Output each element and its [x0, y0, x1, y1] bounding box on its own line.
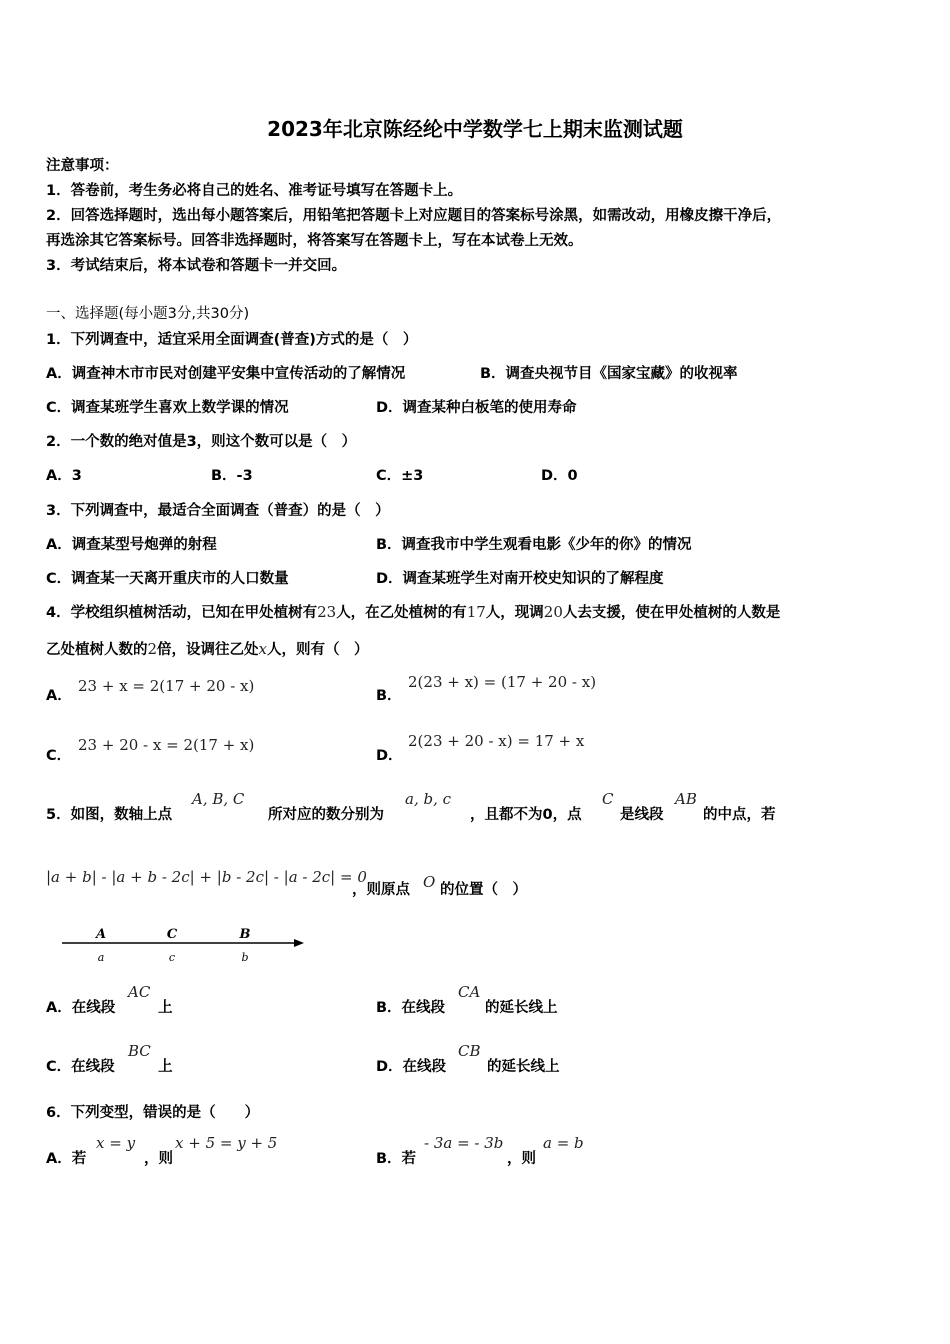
- q4-option-b-expr: 2(23 + x) = (17 + 20 - x): [408, 673, 597, 691]
- q5-stem-p5: 的中点，若: [703, 807, 776, 823]
- q5-segment-ab: AB: [675, 790, 697, 808]
- q1-option-d: D．调查某种白板笔的使用寿命: [376, 400, 577, 416]
- q3-stem: 3．下列调查中，最适合全面调查（普查）的是（ ）: [46, 503, 390, 519]
- q4-option-c-expr: 23 + 20 - x = 2(17 + x): [78, 736, 255, 754]
- q6-option-a-condition: x = y: [96, 1134, 136, 1152]
- q4-option-d-expr: 2(23 + 20 - x) = 17 + x: [408, 732, 585, 750]
- q1-stem: 1．下列调查中，适宜采用全面调查(普查)方式的是（ ）: [46, 332, 418, 348]
- q2-option-c: C．±3: [376, 468, 424, 484]
- fig-label-b-upper: B: [239, 927, 251, 942]
- q6-option-b-mid: ，则: [507, 1151, 536, 1167]
- q6-option-a-result: x + 5 = y + 5: [175, 1134, 278, 1152]
- number-line-figure: [58, 922, 310, 968]
- q5-stem-p3: ，且都不为0，点: [470, 807, 582, 823]
- q5-stem-p1: 5．如图，数轴上点: [46, 807, 173, 823]
- q4-option-d-label: D．: [376, 748, 403, 764]
- q5-option-d-segment: CB: [458, 1042, 481, 1060]
- q5-values: a, b, c: [405, 790, 452, 808]
- q2-option-a: A．3: [46, 468, 82, 484]
- q6-option-b-condition: - 3a = - 3b: [424, 1134, 504, 1152]
- q5-option-b-end: 的延长线上: [485, 1000, 558, 1016]
- q4-option-a-expr: 23 + x = 2(17 + 20 - x): [78, 677, 255, 695]
- q5-point-c: C: [602, 790, 614, 808]
- q5-equation: |a + b| - |a + b - 2c| + |b - 2c| - |a - 2c| = 0: [46, 868, 367, 886]
- fig-label-a-upper: A: [95, 927, 107, 942]
- fig-label-a-lower: a: [97, 951, 105, 964]
- q5-points: A, B, C: [192, 790, 245, 808]
- q3-option-c: C．调查某一天离开重庆市的人口数量: [46, 571, 289, 587]
- q6-stem: 6．下列变型，错误的是（ ）: [46, 1105, 260, 1121]
- q5-option-d-label: D．在线段: [376, 1059, 447, 1075]
- q5-option-c-end: 上: [158, 1059, 173, 1075]
- q4-option-a-label: A．: [46, 688, 72, 704]
- arrow-right-icon: [294, 939, 304, 947]
- notice-line-1: 1．答卷前，考生务必将自己的姓名、准考证号填写在答题卡上。: [46, 183, 463, 199]
- q4-option-b-label: B．: [376, 688, 402, 704]
- page-title: 2023年北京陈经纶中学数学七上期末监测试题: [267, 117, 683, 141]
- q5-origin-o: O: [423, 873, 436, 891]
- fig-label-b-lower: b: [241, 951, 249, 964]
- q1-option-c: C．调查某班学生喜欢上数学课的情况: [46, 400, 289, 416]
- q5-stem-p7: 的位置（ ）: [440, 882, 527, 898]
- q5-stem-p6: ，则原点: [352, 882, 410, 898]
- q5-option-d-end: 的延长线上: [487, 1059, 560, 1075]
- q3-option-b: B．调查我市中学生观看电影《少年的你》的情况: [376, 537, 692, 553]
- q5-option-a-end: 上: [158, 1000, 173, 1016]
- q1-option-a: A．调查神木市市民对创建平安集中宣传活动的了解情况: [46, 366, 406, 382]
- q5-stem-p2: 所对应的数分别为: [268, 807, 384, 823]
- q6-option-b-result: a = b: [543, 1134, 584, 1152]
- q2-stem: 2．一个数的绝对值是3，则这个数可以是（ ）: [46, 434, 357, 450]
- section-heading: 一、选择题(每小题3分,共30分): [46, 306, 250, 322]
- fig-label-c-upper: C: [166, 927, 178, 942]
- q5-option-a-segment: AC: [128, 983, 151, 1001]
- q2-option-d: D．0: [541, 468, 578, 484]
- q5-stem-p4: 是线段: [620, 807, 664, 823]
- q5-option-c-label: C．在线段: [46, 1059, 115, 1075]
- notice-line-3: 再选涂其它答案标号。回答非选择题时，将答案写在答题卡上，写在本试卷上无效。: [46, 233, 583, 249]
- notice-heading: 注意事项：: [46, 158, 119, 174]
- q4-stem-line-1: 4．学校组织植树活动，已知在甲处植树有23人，在乙处植树的有17人，现调20人去支援，使在甲处植树的人数是: [46, 603, 781, 621]
- notice-line-4: 3．考试结束后，将本试卷和答题卡一并交回。: [46, 258, 347, 274]
- q6-option-a-label: A．若: [46, 1151, 87, 1167]
- q2-option-b: B．-3: [211, 468, 253, 484]
- q4-option-c-label: C．: [46, 748, 72, 764]
- q1-option-b: B．调查央视节目《国家宝藏》的收视率: [480, 366, 738, 382]
- q6-option-a-mid: ，则: [144, 1151, 173, 1167]
- q5-option-b-label: B．在线段: [376, 1000, 446, 1016]
- q5-option-b-segment: CA: [458, 983, 481, 1001]
- q3-option-d: D．调查某班学生对南开校史知识的了解程度: [376, 571, 664, 587]
- q6-option-b-label: B．若: [376, 1151, 417, 1167]
- notice-line-2: 2．回答选择题时，选出每小题答案后，用铅笔把答题卡上对应题目的答案标号涂黑，如需改动，用橡皮擦干净后，: [46, 208, 782, 224]
- q5-option-c-segment: BC: [128, 1042, 151, 1060]
- fig-label-c-lower: c: [168, 951, 176, 964]
- q4-stem-line-2: 乙处植树人数的2倍，设调往乙处x人，则有（ ）: [46, 640, 369, 658]
- q3-option-a: A．调查某型号炮弹的射程: [46, 537, 217, 553]
- q5-option-a-label: A．在线段: [46, 1000, 116, 1016]
